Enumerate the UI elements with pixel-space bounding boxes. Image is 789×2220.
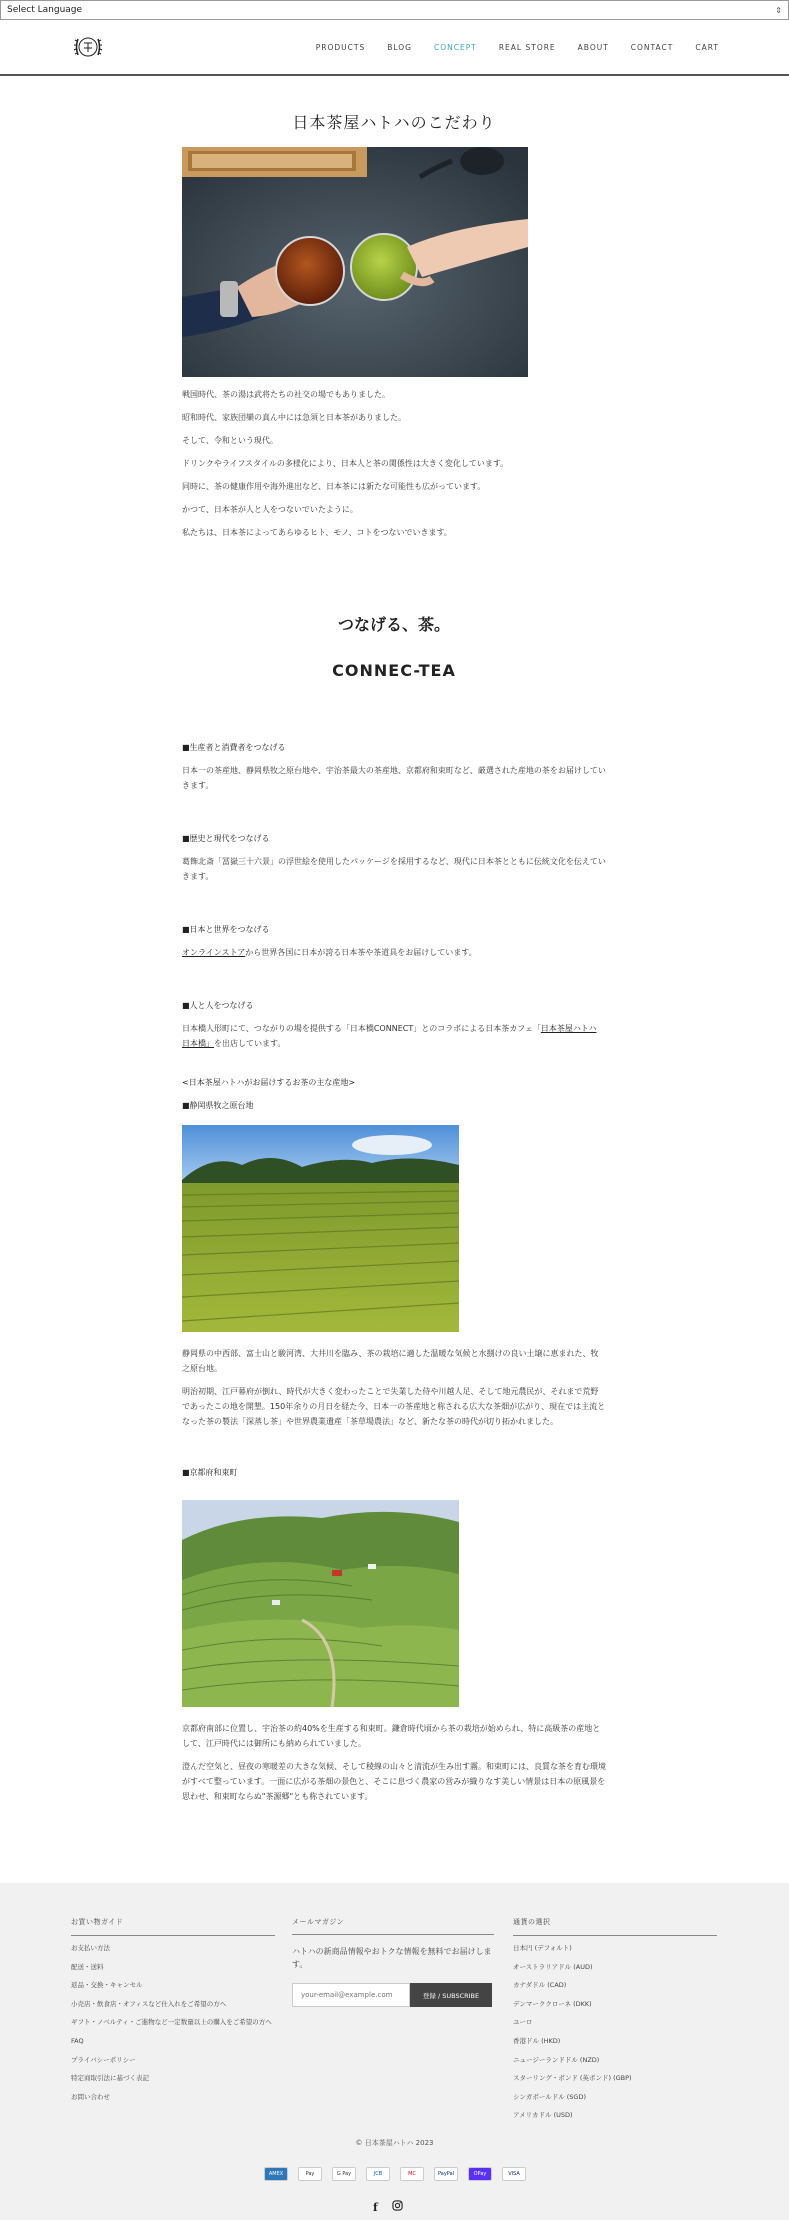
section-text-before: 日本橋人形町にて、つながりの場を提供する「日本橋CONNECT」とのコラボによる日本茶カフェ「 — [182, 1024, 541, 1033]
footer-currency — [513, 1917, 717, 2130]
email-field[interactable] — [292, 1983, 410, 2007]
language-select[interactable] — [0, 0, 789, 20]
section-text — [182, 945, 606, 960]
footer-guide-item[interactable]: プライバシーポリシー — [71, 2055, 136, 2064]
currency-item[interactable]: オーストラリアドル (AUD) — [513, 1962, 593, 1971]
facebook-icon[interactable]: f — [373, 2200, 378, 2214]
headline-english: CONNEC-TEA — [332, 661, 456, 680]
intro-text — [182, 387, 606, 540]
section-text: 日本一の茶産地、静岡県牧之原台地や、宇治茶最大の茶産地、京都府和束町など、厳選された産地の茶をお届けしていきます。 — [182, 766, 606, 790]
section-title: ■人と人をつなげる — [182, 1001, 254, 1010]
nav-contact[interactable]: CONTACT — [630, 42, 674, 52]
amex-icon: AMEX — [264, 2167, 288, 2181]
select-arrows-icon: ⇕ — [775, 5, 782, 15]
page-title: 日本茶屋ハトハのこだわり — [292, 113, 496, 132]
footer-guide-item[interactable]: 返品・交換・キャンセル — [71, 1981, 143, 1990]
section-history — [182, 833, 606, 884]
section-text — [182, 1021, 606, 1051]
currency-item[interactable]: 日本円 (デフォルト) — [513, 1944, 572, 1952]
intro-line: 昭和時代、家族団欒の真ん中には急須と日本茶がありました。 — [182, 413, 406, 422]
kyoto-text-2: 澄んだ空気と、昼夜の寒暖差の大きな気候、そして稜線の山々と清流が生み出す霧。和束町には、良質な茶を育む環境がすべて整っています。一面に広がる茶畑の景色と、そこに息づく農家の営みが織りなす美しい情景は日本の原風景を思わせ、和束町ならぬ"茶源郷"とも称されています。 — [182, 1762, 606, 1801]
currency-item[interactable]: シンガポールドル (SGD) — [513, 2092, 587, 2101]
site-footer — [0, 1883, 789, 2220]
footer-guide-item[interactable]: 配送・送料 — [71, 1962, 104, 1971]
social-links — [373, 2200, 403, 2214]
payment-icons — [264, 2167, 526, 2181]
kyoto-photo — [182, 1500, 459, 1707]
hero-image — [182, 147, 528, 377]
footer-guide-item[interactable]: 特定商取引法に基づく表記 — [71, 2074, 149, 2083]
section-text-rest: から世界各国に日本が誇る日本茶や茶道具をお届けしています。 — [245, 948, 477, 957]
online-store-link[interactable]: オンラインストア — [182, 948, 246, 957]
shizuoka-photo — [182, 1125, 459, 1332]
nav-about[interactable]: ABOUT — [577, 42, 609, 52]
logo[interactable] — [72, 31, 104, 63]
section-title: ■歴史と現代をつなげる — [182, 834, 270, 843]
footer-newsletter — [292, 1917, 494, 2007]
intro-line: そして、令和という現代。 — [182, 436, 278, 445]
site-header — [0, 20, 789, 76]
shop-pay-icon: OPay — [468, 2167, 492, 2181]
nav-products[interactable]: PRODUCTS — [315, 42, 366, 52]
footer-guide-item[interactable]: お問い合わせ — [71, 2092, 110, 2101]
jcb-icon: JCB — [366, 2167, 390, 2181]
footer-mail-text: ハトハの新商品情報やおトクな情報を無料でお届けします。 — [292, 1947, 492, 1969]
currency-item[interactable]: アメリカドル (USD) — [513, 2111, 573, 2120]
intro-line: かつて、日本茶が人と人をつないでいたように。 — [182, 505, 358, 514]
currency-item[interactable]: ユーロ — [513, 2018, 533, 2027]
origins-title: <日本茶屋ハトハがお届けするお茶の主な産地> — [182, 1078, 356, 1087]
section-title: ■生産者と消費者をつなげる — [182, 743, 286, 752]
footer-guide-item[interactable]: 小売店・飲食店・オフィスなど仕入れをご希望の方へ — [71, 1999, 227, 2008]
instagram-icon[interactable] — [392, 2200, 403, 2214]
mastercard-icon: MC — [400, 2167, 424, 2181]
subscribe-button[interactable]: 登録 / SUBSCRIBE — [410, 1983, 492, 2007]
currency-item[interactable]: デンマーククローネ (DKK) — [513, 1999, 592, 2008]
nav-blog[interactable]: BLOG — [387, 42, 412, 52]
nav-concept[interactable]: CONCEPT — [433, 42, 477, 52]
footer-currency-title: 通貨の選択 — [513, 1917, 717, 1936]
section-text-after: を出店しています。 — [214, 1039, 286, 1048]
footer-guide-title: お買い物ガイド — [71, 1917, 275, 1936]
section-text: 葛飾北斎「冨嶽三十六景」の浮世絵を使用したパッケージを採用するなど、現代に日本茶とともに伝統文化を伝えていきます。 — [182, 857, 606, 881]
kyoto-title: ■京都府和束町 — [182, 1468, 238, 1477]
headline-japanese: つなげる、茶。 — [337, 615, 450, 634]
nav-cart[interactable]: CART — [695, 42, 719, 52]
footer-mail-title: メールマガジン — [292, 1918, 345, 1926]
currency-item[interactable]: カナダドル (CAD) — [513, 1981, 567, 1990]
nav-real-store[interactable]: REAL STORE — [498, 42, 556, 52]
section-world — [182, 924, 606, 960]
newsletter-form — [292, 1983, 494, 2007]
footer-guide — [71, 1917, 275, 2111]
intro-line: 同時に、茶の健康作用や海外進出など、日本茶には新たな可能性も広がっています。 — [182, 482, 486, 491]
currency-item[interactable]: ニュージーランドドル (NZD) — [513, 2055, 600, 2064]
language-select-label: Select Language — [7, 5, 83, 15]
currency-item[interactable]: 香港ドル (HKD) — [513, 2036, 561, 2045]
main-nav — [294, 43, 719, 52]
section-producers — [182, 742, 606, 793]
visa-icon: VISA — [502, 2167, 526, 2181]
footer-guide-item[interactable]: お支払い方法 — [71, 1944, 110, 1952]
section-people — [182, 1000, 606, 1051]
shizuoka-text-1: 静岡県の中西部、富士山と駿河湾、大井川を臨み、茶の栽培に適した温暖な気候と水捌けの良い土壌に恵まれた、牧之原台地。 — [182, 1349, 599, 1373]
footer-guide-item[interactable]: FAQ — [71, 2036, 84, 2045]
currency-item[interactable]: スターリング・ポンド (英ポンド) (GBP) — [513, 2074, 632, 2083]
paypal-icon: PayPal — [434, 2167, 458, 2181]
intro-line: 私たちは、日本茶によってあらゆるヒト、モノ、コトをつないでいきます。 — [182, 528, 452, 537]
origins-block — [182, 1077, 606, 1804]
main-content — [182, 110, 606, 1804]
kyoto-text-1: 京都府南部に位置し、宇治茶の約40%を生産する和束町。鎌倉時代頃から茶の栽培が始められ、特に高級茶の産地として、江戸時代には御所にも納められていました。 — [182, 1724, 601, 1748]
copyright: © 日本茶屋ハトハ 2023 — [355, 2139, 434, 2147]
shizuoka-text-2: 明治初期、江戸幕府が倒れ、時代が大きく変わったことで失業した侍や川越人足、そして地元農民が、それまで荒野であったこの地を開墾。150年余りの月日を経た今、日本一の茶産地と称される広大な茶畑が広がり、現在では主流となった茶の製法「深蒸し茶」や世界農業遺産「茶草場農法」など、新たな茶の時代が切り拓かれました。 — [182, 1387, 606, 1426]
footer-guide-item[interactable]: ギフト・ノベルティ・ご進物など一定数量以上の購入をご希望の方へ — [71, 2018, 272, 2027]
intro-line: 戦国時代、茶の湯は武将たちの社交の場でもありました。 — [182, 390, 390, 399]
apple-pay-icon: Pay — [298, 2167, 322, 2181]
section-title: ■日本と世界をつなげる — [182, 925, 270, 934]
google-pay-icon: G Pay — [332, 2167, 356, 2181]
shizuoka-title: ■静岡県牧之原台地 — [182, 1101, 254, 1110]
cafe-link[interactable]: 日本茶屋ハトハ 日本橋」 — [182, 1024, 597, 1048]
intro-line: ドリンクやライフスタイルの多様化により、日本人と茶の関係性は大きく変化しています。 — [182, 459, 509, 468]
